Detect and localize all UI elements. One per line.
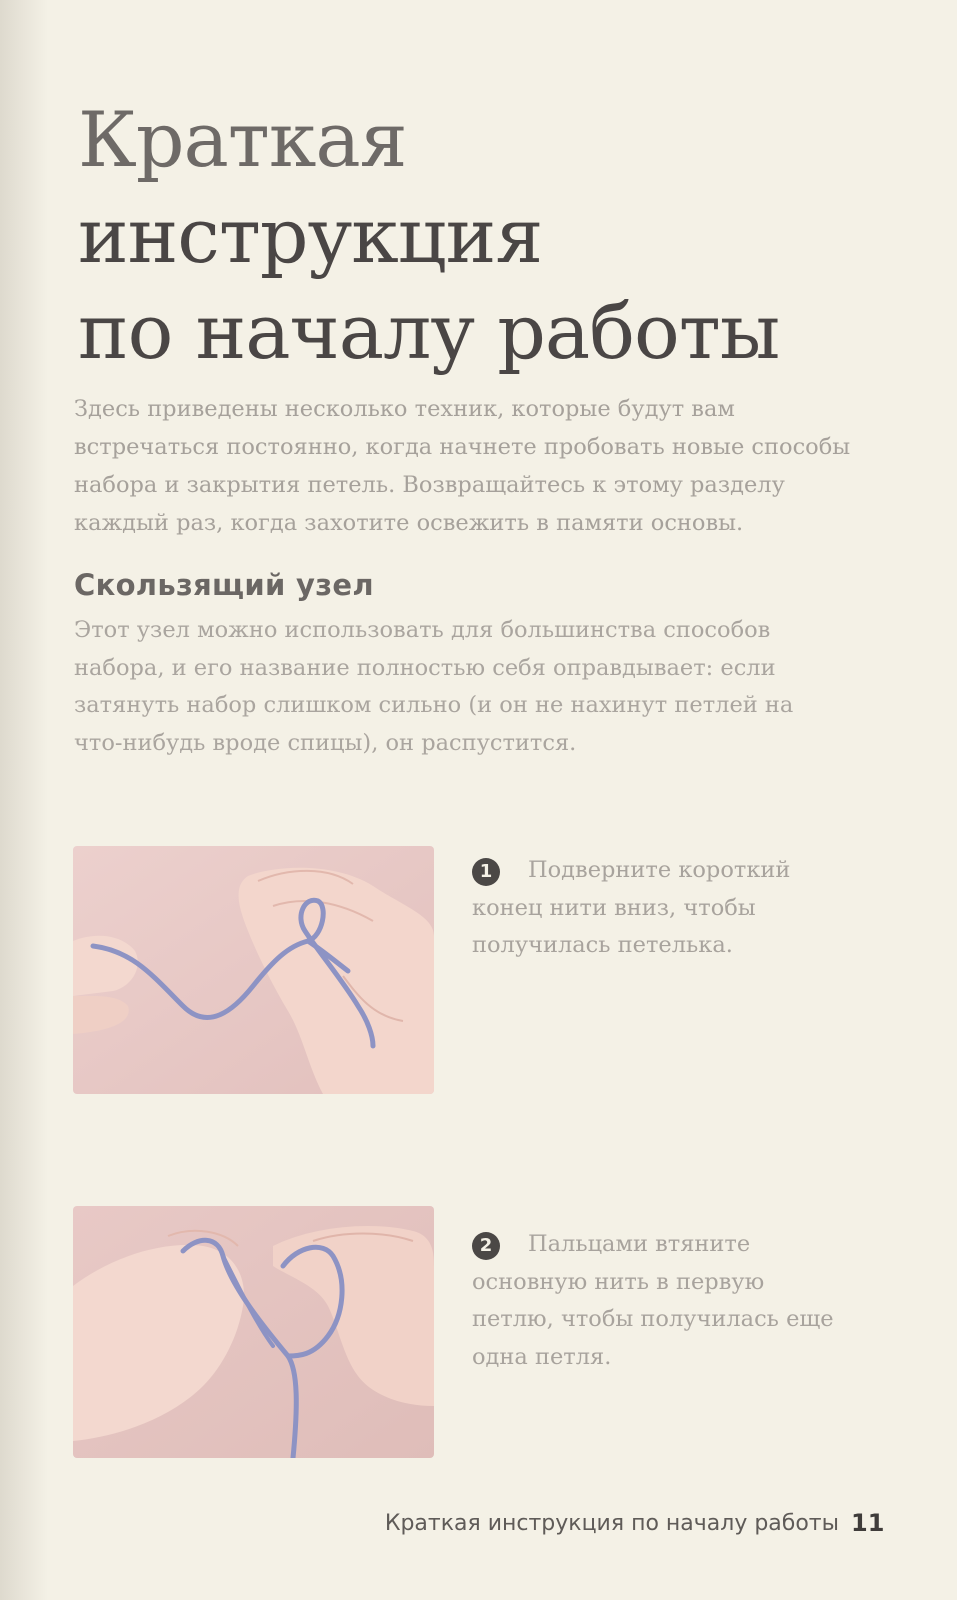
section-paragraph: Этот узел можно использовать для большинства способов набора, и его название полностью себя оправдывает: если затянуть набор слишком сильно (и он не нахинут петлей на что-нибудь вроде спицы), он распустится. — [74, 617, 794, 756]
title-line-2: инструкция — [78, 191, 543, 280]
step-1-illustration — [73, 846, 434, 1094]
step-2 — [472, 1226, 852, 1376]
page-gutter-shadow — [0, 0, 48, 1600]
intro-paragraph: Здесь приведены несколько техник, которые будут вам встречаться постоянно, когда начнете пробовать новые способы набора и закрытия петель. Возвращайтесь к этому разделу каждый раз, когда захотите освежить в памяти основы. — [74, 396, 851, 536]
step-2-illustration — [73, 1206, 434, 1458]
page-number: 11 — [851, 1509, 885, 1537]
title-line-3: по началу работы — [78, 287, 780, 376]
step-1-number-badge: 1 — [472, 858, 500, 886]
section-heading: Скользящий узел — [74, 568, 374, 602]
page-title — [78, 92, 779, 380]
step-2-photo — [73, 1206, 434, 1458]
step-1 — [472, 852, 852, 965]
step-2-text: Пальцами втяните основную нить в первую петлю, чтобы получилась еще одна петля. — [472, 1231, 834, 1370]
step-1-text: Подверните короткий конец нити вниз, чтобы получилась петелька. — [472, 857, 791, 958]
title-line-1: Краткая — [78, 95, 407, 184]
running-footer-title: Краткая инструкция по началу работы — [384, 1511, 839, 1536]
step-2-number-badge: 2 — [472, 1232, 500, 1260]
step-1-photo — [73, 846, 434, 1094]
